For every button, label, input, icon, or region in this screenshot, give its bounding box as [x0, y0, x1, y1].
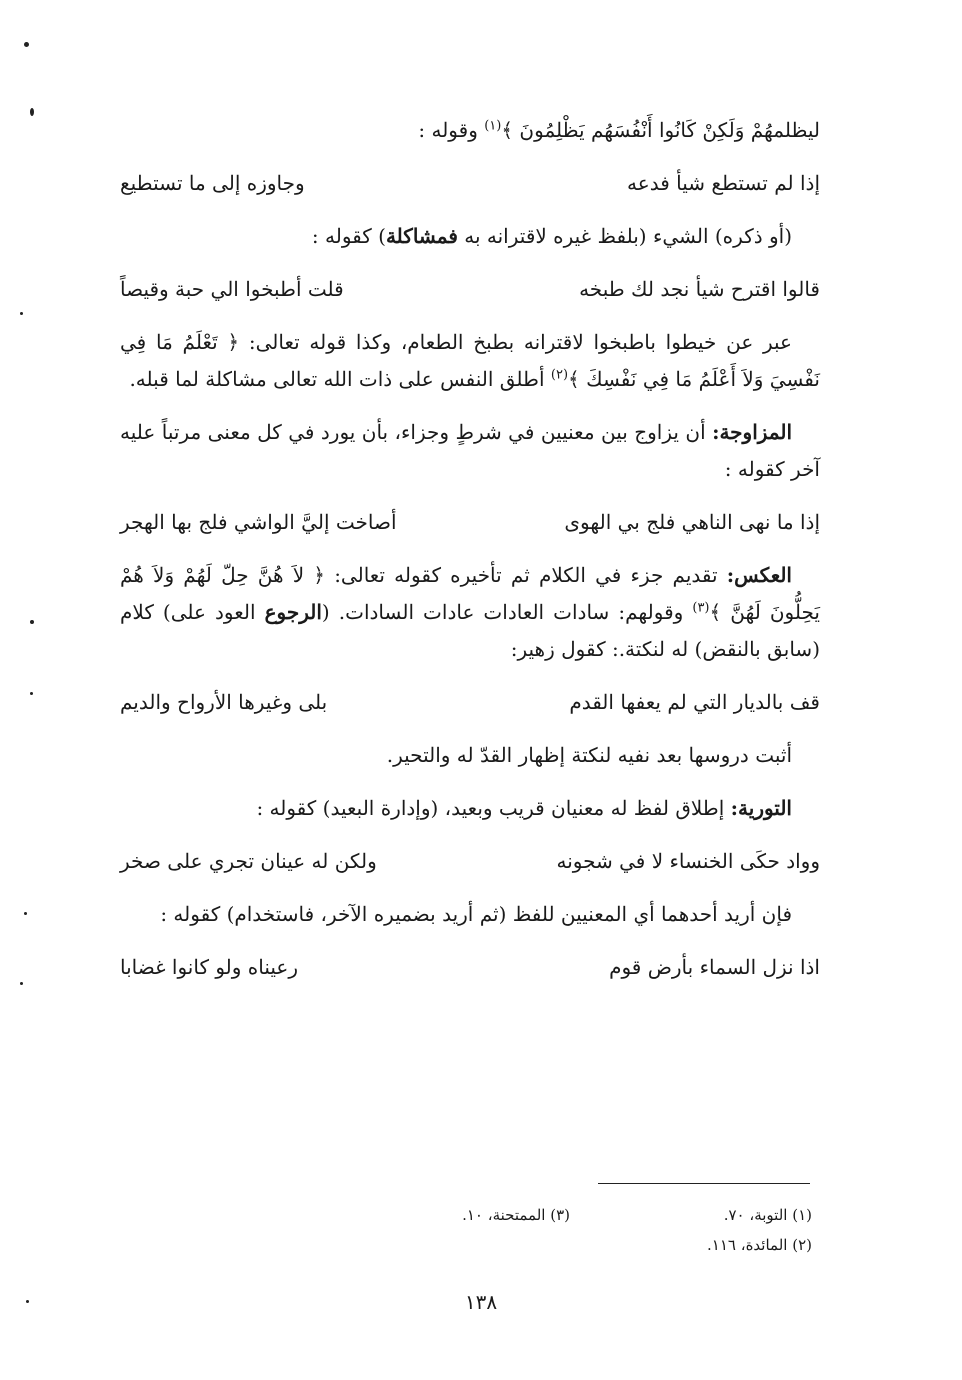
verse	[120, 684, 820, 721]
verse-hemistich-left: ولكن له عينان تجري على صخر	[120, 849, 377, 873]
text-span: وقوله :	[418, 118, 485, 142]
verse-hemistich-right: اذا نزل السماء بأرض قوم	[609, 955, 820, 979]
verse-hemistich-left: رعيناه ولو كانوا غضابا	[120, 955, 299, 979]
scan-speck	[26, 1300, 29, 1303]
verse-hemistich-right: إذا ما نهى الناهي فلج بي الهوى	[564, 510, 820, 534]
paragraph	[120, 557, 820, 668]
paragraph	[120, 790, 820, 827]
paragraph: أثبت دروسها بعد نفيه لنكتة إظهار القدّ له والتحير.	[386, 743, 792, 767]
scan-speck	[24, 42, 29, 47]
footnote-divider	[598, 1183, 810, 1184]
scan-speck	[20, 982, 23, 985]
footnotes	[330, 1200, 812, 1260]
paragraph	[120, 414, 820, 488]
text-span: ) كقوله :	[311, 224, 386, 248]
text-span: وقولهم: سادات العادات عادات السادات. (	[321, 600, 693, 624]
term-heading: التورية:	[730, 796, 792, 820]
term-heading: الرجوع	[264, 600, 322, 624]
scan-speck	[20, 312, 23, 315]
scan-speck	[24, 912, 27, 915]
page-body	[120, 112, 820, 1002]
text-span: (أو ذكره) الشيء (بلفظ غيره لاقترانه به	[464, 224, 792, 248]
text-line	[120, 112, 820, 149]
quran-quote: ليظلمهُمْ وَلَكِنْ كَانُوا أَنْفُسَهُم يَظْلِمُونَ ﴾	[501, 118, 820, 142]
scan-speck	[30, 620, 34, 624]
term-heading: فمشاكلة	[385, 224, 458, 248]
page-number: ١٣٨	[464, 1290, 498, 1314]
verse	[120, 949, 820, 986]
footnote-2: (٢) المائدة، ١١٦.	[707, 1236, 812, 1254]
scan-speck	[30, 692, 33, 695]
verse-hemistich-left: قلت أطبخوا الي حبة وقيصاً	[120, 277, 344, 301]
footnote-row	[330, 1200, 812, 1230]
footnote-1: (١) التوبة، ٧٠.	[723, 1206, 812, 1224]
text-span: العود على) كلام (سابق بالنقض) له لنكتة.: كقول زهير:	[120, 600, 820, 661]
footnote-3: (٣) الممتحنة، ١٠.	[462, 1206, 570, 1224]
verse-hemistich-left: بلى وغيرها الأرواح والديم	[120, 690, 328, 714]
term-heading: المزاوجة:	[712, 420, 792, 444]
verse-hemistich-left: وجاوزه إلى ما تستطيع	[120, 171, 305, 195]
verse	[120, 843, 820, 880]
footnote-ref: (٣)	[692, 600, 710, 616]
text-span: عبر عن خيطوا باطبخوا لاقترانه بطبخ الطعام، وكذا قوله تعالى: ﴿ تَعْلَمُ مَا فِي نَفْسِيَ وَلاَ أَعْلَمُ مَا فِي نَفْسِكَ ﴾	[120, 330, 820, 391]
verse-hemistich-left: أصاخت إليَّ الواشي فلج بها الهجر	[120, 510, 397, 534]
verse	[120, 504, 820, 541]
text-span: أطلق النفس على ذات الله تعالى مشاكلة لما قبله.	[129, 367, 551, 391]
verse-hemistich-right: إذا لم تستطع شيأ فدعه	[627, 171, 820, 195]
text-span: أن يزاوج بين معنيين في شرطٍ وجزاء، بأن يورد في كل معنى مرتباً عليه آخر كقوله :	[120, 420, 820, 481]
verse-hemistich-right: قف بالديار التي لم يعفها القدم	[569, 690, 820, 714]
text-span: إطلاق لفظ له معنيان قريب وبعيد، (وإدارة البعيد) كقوله :	[256, 796, 731, 820]
footnote-ref: (١)	[484, 118, 502, 134]
verse-hemistich-right: قالوا اقترح شيأ نجد لك طبخه	[579, 277, 820, 301]
term-heading: العكس:	[726, 563, 792, 587]
scan-speck	[30, 108, 34, 116]
paragraph	[120, 324, 820, 398]
verse	[120, 165, 820, 202]
footnote-ref: (٢)	[550, 367, 569, 383]
text-line	[120, 218, 820, 255]
text-span: تقديم جزء في الكلام ثم تأخيره كقوله تعالى: ﴿ لاَ هُنَّ حِلّ لَهُمْ وَلاَ هُمْ يَحِلُّونَ لَهُنَّ ﴾	[120, 563, 820, 624]
footnote-empty-cell	[330, 1230, 570, 1260]
verse	[120, 271, 820, 308]
footnote-row	[330, 1230, 812, 1260]
verse-hemistich-right: وواد حكَى الخنساء لا في شجونه	[556, 849, 820, 873]
paragraph: فإن أريد أحدهما أي المعنيين للفظ (ثم أريد بضميره الآخر، فاستخدام) كقوله :	[160, 902, 792, 926]
